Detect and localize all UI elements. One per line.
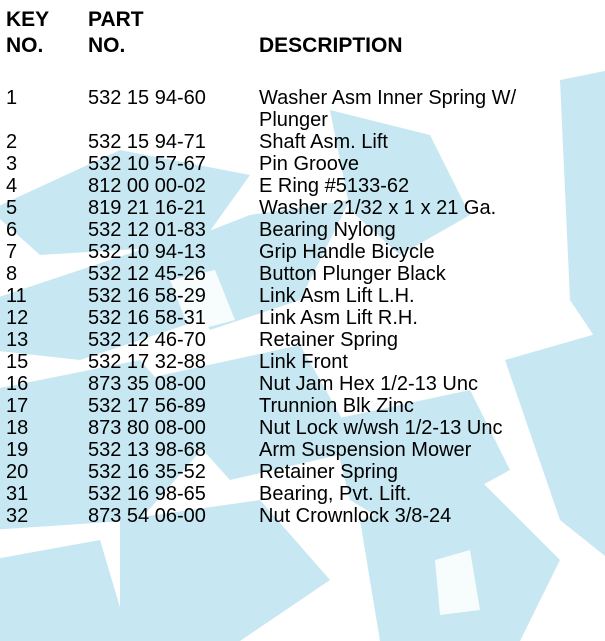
table-row bbox=[0, 483, 605, 505]
key-number: 15 bbox=[6, 351, 29, 373]
part-number: 532 16 58-29 bbox=[88, 285, 206, 307]
part-number: 532 12 46-70 bbox=[88, 329, 206, 351]
key-number: 2 bbox=[6, 131, 18, 153]
header-key-line1: KEY bbox=[6, 8, 50, 31]
table-row bbox=[0, 263, 605, 285]
key-number: 8 bbox=[6, 263, 18, 285]
description-line: Washer 21/32 x 1 x 21 Ga. bbox=[259, 197, 497, 219]
description-line: Grip Handle Bicycle bbox=[259, 241, 435, 263]
part-description bbox=[259, 175, 599, 197]
part-number: 532 13 98-68 bbox=[88, 439, 206, 461]
description-line: E Ring #5133-62 bbox=[259, 175, 410, 197]
part-number: 532 17 32-88 bbox=[88, 351, 206, 373]
description-line: Washer Asm Inner Spring W/ bbox=[259, 87, 517, 109]
key-number: 6 bbox=[6, 219, 18, 241]
part-number: 532 10 94-13 bbox=[88, 241, 206, 263]
table-row bbox=[0, 285, 605, 307]
part-description bbox=[259, 219, 599, 241]
key-number: 1 bbox=[6, 87, 18, 109]
table-row bbox=[0, 461, 605, 483]
description-line: Link Asm Lift L.H. bbox=[259, 285, 415, 307]
description-line: Button Plunger Black bbox=[259, 263, 446, 285]
table-row bbox=[0, 241, 605, 263]
key-number: 16 bbox=[6, 373, 29, 395]
description-line: Pin Groove bbox=[259, 153, 360, 175]
part-description bbox=[259, 395, 599, 417]
part-description bbox=[259, 241, 599, 263]
key-number: 17 bbox=[6, 395, 29, 417]
key-number: 5 bbox=[6, 197, 18, 219]
key-number: 20 bbox=[6, 461, 29, 483]
part-description bbox=[259, 285, 599, 307]
part-description bbox=[259, 329, 599, 351]
key-number: 7 bbox=[6, 241, 18, 263]
table-row bbox=[0, 87, 605, 131]
part-description bbox=[259, 483, 599, 505]
part-number: 532 12 01-83 bbox=[88, 219, 206, 241]
key-number: 13 bbox=[6, 329, 29, 351]
part-description bbox=[259, 307, 599, 329]
description-line: Arm Suspension Mower bbox=[259, 439, 472, 461]
description-line: Link Asm Lift R.H. bbox=[259, 307, 418, 329]
part-number: 532 16 58-31 bbox=[88, 307, 206, 329]
part-number: 532 17 56-89 bbox=[88, 395, 206, 417]
description-line: Shaft Asm. Lift bbox=[259, 131, 388, 153]
table-row bbox=[0, 175, 605, 197]
part-number: 532 15 94-60 bbox=[88, 87, 206, 109]
key-number: 4 bbox=[6, 175, 18, 197]
part-number: 532 16 35-52 bbox=[88, 461, 206, 483]
table-row bbox=[0, 153, 605, 175]
part-description bbox=[259, 87, 599, 131]
header-description: DESCRIPTION bbox=[259, 34, 403, 57]
part-description bbox=[259, 417, 599, 439]
description-line: Trunnion Blk Zinc bbox=[259, 395, 414, 417]
table-row bbox=[0, 219, 605, 241]
header-part-line2: NO. bbox=[88, 34, 126, 57]
description-line: Bearing Nylong bbox=[259, 219, 396, 241]
description-line: Nut Crownlock 3/8-24 bbox=[259, 505, 452, 527]
part-number: 532 10 57-67 bbox=[88, 153, 206, 175]
table-row bbox=[0, 505, 605, 527]
part-number: 532 16 98-65 bbox=[88, 483, 206, 505]
header-key-no bbox=[6, 8, 49, 60]
key-number: 12 bbox=[6, 307, 29, 329]
part-description bbox=[259, 373, 599, 395]
part-description bbox=[259, 197, 599, 219]
key-number: 18 bbox=[6, 417, 29, 439]
part-description bbox=[259, 461, 599, 483]
header-part-line1: PART bbox=[88, 8, 144, 31]
part-description bbox=[259, 131, 599, 153]
table-row bbox=[0, 197, 605, 219]
part-description bbox=[259, 263, 599, 285]
table-row bbox=[0, 395, 605, 417]
part-description bbox=[259, 351, 599, 373]
table-row bbox=[0, 329, 605, 351]
part-description bbox=[259, 505, 599, 527]
part-description bbox=[259, 439, 599, 461]
key-number: 32 bbox=[6, 505, 29, 527]
header-key-line2: NO. bbox=[6, 34, 44, 57]
part-number: 819 21 16-21 bbox=[88, 197, 206, 219]
header-part-no bbox=[88, 8, 144, 60]
table-row bbox=[0, 351, 605, 373]
key-number: 11 bbox=[6, 285, 27, 307]
description-line: Link Front bbox=[259, 351, 348, 373]
table-row bbox=[0, 131, 605, 153]
part-number: 532 12 45-26 bbox=[88, 263, 206, 285]
table-row bbox=[0, 439, 605, 461]
table-row bbox=[0, 373, 605, 395]
part-number: 812 00 00-02 bbox=[88, 175, 206, 197]
table-row bbox=[0, 307, 605, 329]
key-number: 31 bbox=[6, 483, 29, 505]
key-number: 19 bbox=[6, 439, 29, 461]
description-line: Bearing, Pvt. Lift. bbox=[259, 483, 412, 505]
part-number: 873 54 06-00 bbox=[88, 505, 206, 527]
description-line: Plunger bbox=[259, 109, 328, 131]
key-number: 3 bbox=[6, 153, 18, 175]
part-number: 532 15 94-71 bbox=[88, 131, 206, 153]
description-line: Retainer Spring bbox=[259, 329, 398, 351]
part-description bbox=[259, 153, 599, 175]
description-line: Nut Jam Hex 1/2-13 Unc bbox=[259, 373, 478, 395]
description-line: Retainer Spring bbox=[259, 461, 398, 483]
part-number: 873 80 08-00 bbox=[88, 417, 206, 439]
parts-table-body bbox=[0, 87, 605, 527]
table-row bbox=[0, 417, 605, 439]
description-line: Nut Lock w/wsh 1/2-13 Unc bbox=[259, 417, 503, 439]
part-number: 873 35 08-00 bbox=[88, 373, 206, 395]
